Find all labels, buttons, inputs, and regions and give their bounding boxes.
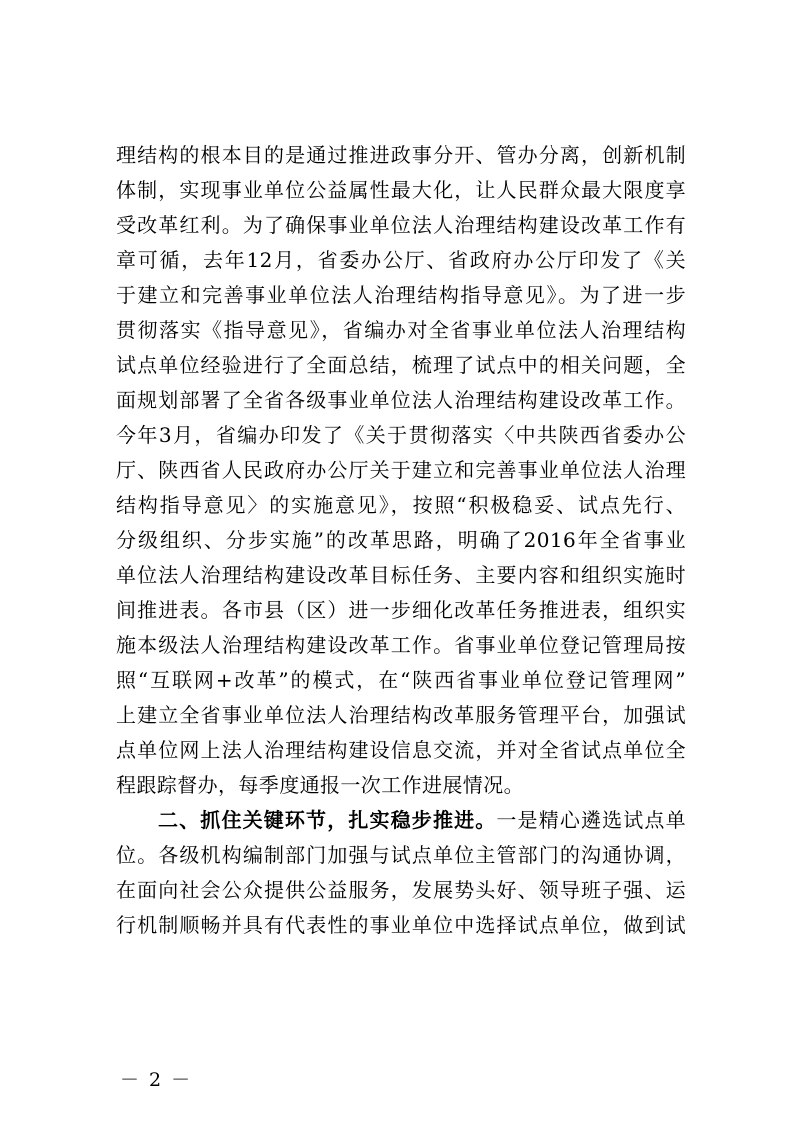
paragraph-line-1: 理结构的根本目的是通过推进政事分开、管办分离，创新机制 <box>116 143 686 167</box>
paragraph-line-15: 施本级法人治理结构建设改革工作。省事业单位登记管理局按 <box>116 633 686 657</box>
section-line-1-rest: 一是精心遴选试点单 <box>496 808 686 832</box>
section-line-3: 在面向社会公众提供公益服务，发展势头好、领导班子强、运 <box>116 878 686 902</box>
paragraph-line-13: 单位法人治理结构建设改革目标任务、主要内容和组织实施时 <box>116 563 686 587</box>
paragraph-line-7: 试点单位经验进行了全面总结，梳理了试点中的相关问题，全 <box>116 353 686 377</box>
paragraph-line-14: 间推进表。各市县（区）进一步细化改革任务推进表，组织实 <box>116 598 686 622</box>
body-text <box>116 138 686 943</box>
paragraph-line-6: 贯彻落实《指导意见》，省编办对全省事业单位法人治理结构 <box>116 318 686 342</box>
paragraph-line-8: 面规划部署了全省各级事业单位法人治理结构建设改革工作。 <box>116 388 686 412</box>
paragraph-line-17: 上建立全省事业单位法人治理结构改革服务管理平台，加强试 <box>116 703 686 727</box>
paragraph-line-10: 厅、陕西省人民政府办公厅关于建立和完善事业单位法人治理 <box>116 458 686 482</box>
section-line-1 <box>116 803 686 838</box>
paragraph-line-19: 程跟踪督办，每季度通报一次工作进展情况。 <box>116 773 524 797</box>
section-heading: 二、抓住关键环节，扎实稳步推进。 <box>158 808 497 832</box>
paragraph-line-18: 点单位网上法人治理结构建设信息交流，并对全省试点单位全 <box>116 738 686 762</box>
paragraph-line-12: 分级组织、分步实施”的改革思路，明确了2016年全省事业 <box>116 528 686 552</box>
page-number: － 2 － <box>120 1069 193 1091</box>
paragraph-line-2: 体制，实现事业单位公益属性最大化，让人民群众最大限度享 <box>116 178 686 202</box>
paragraph-line-9: 今年3月，省编办印发了《关于贯彻落实〈中共陕西省委办公 <box>116 423 686 447</box>
paragraph-line-4: 章可循，去年12月，省委办公厅、省政府办公厅印发了《关 <box>116 248 686 272</box>
paragraph-line-11: 结构指导意见〉的实施意见》，按照“积极稳妥、试点先行、 <box>116 493 686 517</box>
paragraph-line-16: 照“互联网+改革”的模式，在“陕西省事业单位登记管理网” <box>116 668 686 692</box>
paragraph-line-3: 受改革红利。为了确保事业单位法人治理结构建设改革工作有 <box>116 213 686 237</box>
section-line-4: 行机制顺畅并具有代表性的事业单位中选择试点单位，做到试 <box>116 913 686 937</box>
section-line-2: 位。各级机构编制部门加强与试点单位主管部门的沟通协调， <box>116 843 686 867</box>
paragraph-line-5: 于建立和完善事业单位法人治理结构指导意见》。为了进一步 <box>116 283 686 307</box>
